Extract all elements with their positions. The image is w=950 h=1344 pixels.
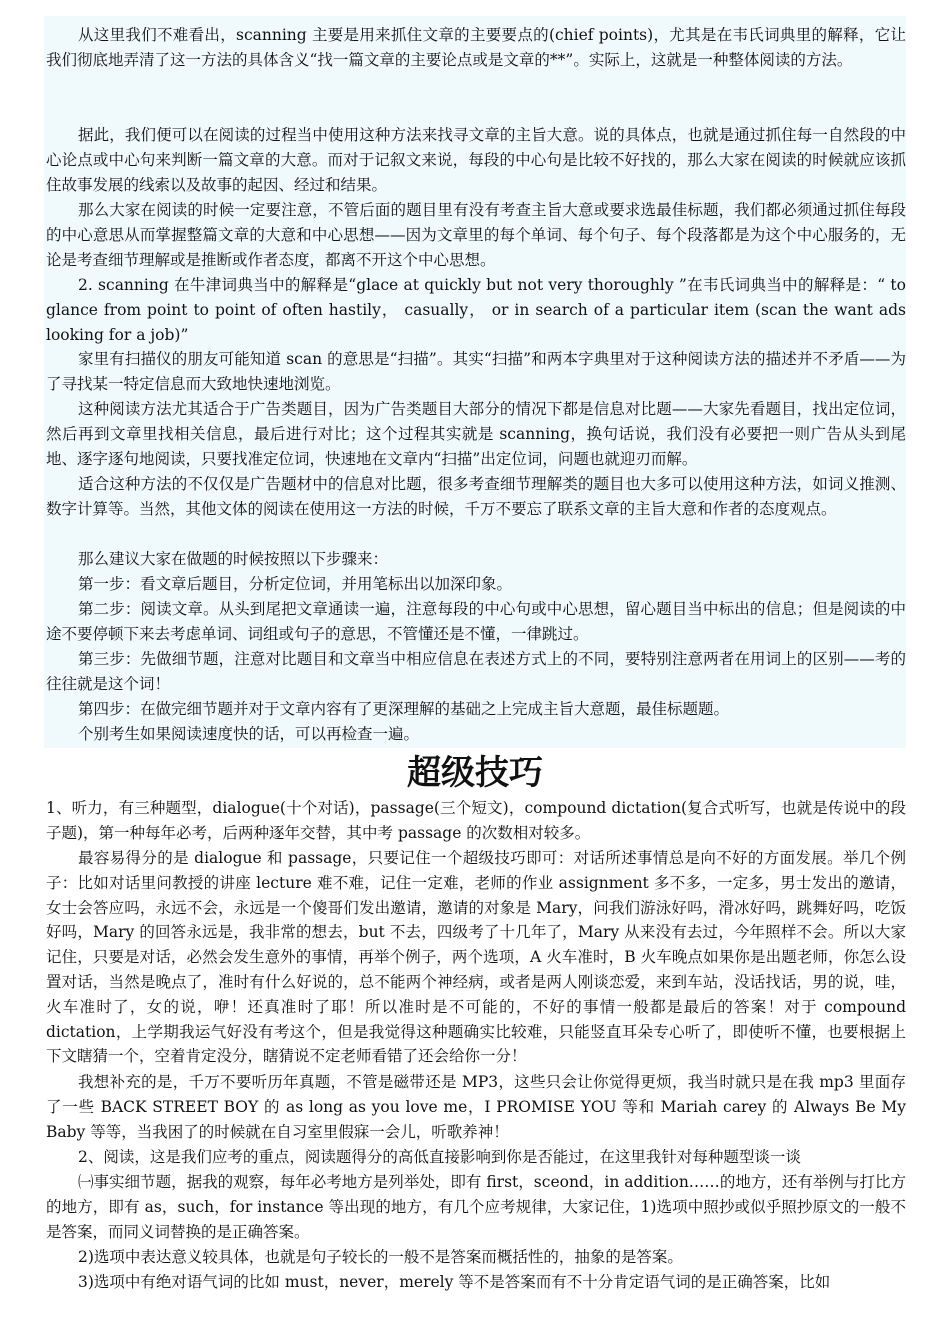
step-one: 第一步：看文章后题目，分析定位词，并用笔标出以加深印象。 [78,575,513,593]
paragraph: 这种阅读方法尤其适合于广告类题目，因为广告类题目大部分的情况下都是信息对比题——大家先看题目，找出定位词，然后再到文章里找相关信息，最后进行对比；这个过程其实就是 scanning，换句话说，我们没有必要把一则广告从头到尾地、逐字逐句地阅读，只要找准定位词，快速地在文章内“扫描”出定位词，问题也就迎刃而解。 [46,400,906,468]
paragraph: 3)选项中有绝对语气词的比如 must，never，merely 等不是答案而有不十分肯定语气词的是正确答案，比如 [78,1273,831,1291]
paragraph: 2)选项中表达意义较具体，也就是句子较长的一般不是答案而概括性的，抽象的是答案。 [78,1248,683,1266]
paragraph: 2、阅读，这是我们应考的重点，阅读题得分的高低直接影响到你是否能过，在这里我针对每种题型谈一谈 [78,1148,801,1166]
paragraph: 1、听力，有三种题型，dialogue(十个对话)，passage(三个短文)，compound dictation(复合式听写，也就是传说中的段子题)，第一种每年必考，后两种逐年交替，其中考 passage 的次数相对较多。 [46,799,906,842]
paragraph: 从这里我们不难看出，scanning 主要是用来抓住文章的主要要点的(chief points)，尤其是在韦氏词典里的解释，它让我们彻底地弄清了这一方法的具体含义“找一篇文章的主要论点或是文章的**”。实际上，这就是一种整体阅读的方法。 [46,26,906,69]
paragraph: 我想补充的是，千万不要听历年真题，不管是磁带还是 MP3，这些只会让你觉得更烦，我当时就只是在我 mp3 里面存了一些 BACK STREET BOY 的 as long as you love me，I PROMISE YOU 等和 Mariah carey 的 Always Be My Baby 等等，当我困了的时候就在自习室里假寐一会儿，听歌养神！ [46,1073,906,1141]
step-three: 第三步：先做细节题，注意对比题目和文章当中相应信息在表述方式上的不同，要特别注意两者在用词上的区别——考的往往就是这个词！ [46,650,906,693]
step-two: 第二步：阅读文章。从头到尾把文章通读一遍，注意每段的中心句或中心思想，留心题目当中标出的信息；但是阅读的中途不要停顿下来去考虑单词、词组或句子的意思，不管懂还是不懂，一律跳过。 [46,600,906,643]
paragraph: 适合这种方法的不仅仅是广告题材中的信息对比题，很多考查细节理解类的题目也大多可以使用这种方法，如词义推测、数字计算等。当然，其他文体的阅读在使用这一方法的时候，千万不要忘了联系文章的主旨大意和作者的态度观点。 [46,475,906,518]
paragraph: 那么建议大家在做题的时候按照以下步骤来： [78,550,389,568]
step-four: 第四步：在做完细节题并对于文章内容有了更深理解的基础之上完成主旨大意题，最佳标题题。 [78,700,730,718]
paragraph: ㈠事实细节题，据我的观察，每年必考地方是列举处，即有 first，sceond，in addition……的地方，还有举例与打比方的地方，即有 as，such，for instance 等出现的地方，有几个应考规律，大家记住，1)选项中照抄或似乎照抄原文的一般不是答案，而同义词替换的是正确答案。 [46,1173,906,1241]
paragraph: 个别考生如果阅读速度快的话，可以再检查一遍。 [78,725,420,743]
paragraph: 最容易得分的是 dialogue 和 passage，只要记住一个超级技巧即可：对话所述事情总是向不好的方面发展。举几个例子：比如对话里问教授的讲座 lecture 难不难，记住一定难，老师的作业 assignment 多不多，一定多，男士发出的邀请，女士会答应吗，永远不会，永远是一个傻哥们发出邀请，邀请的对象是 Mary，问我们游泳好吗，滑冰好吗，跳舞好吗，吃饭好吗，Mary 的回答永远是，我非常的想去，but 不去，四级考了十几年了，Mary 从来没有去过，今年照样不会。所以大家记住，只要是对话，必然会发生意外的事情，再举个例子，两个选项，A 火车准时，B 火车晚点如果你是出题老师，你怎么设置对话，当然是晚点了，准时有什么好说的，总不能两个神经病，或者是两人刚谈恋爱，来到车站，没话找话，男的说，哇，火车准时了，女的说，咿！还真准时了耶！所以准时是不可能的，不好的事情一般都是最后的答案！对于 compound dictation，上学期我运气好没有考这个，但是我觉得这种题确实比较难，只能竖直耳朵专心听了，即使听不懂，也要根据上下文瞎猜一个，空着肯定没分，瞎猜说不定老师看错了还会给你一分！ [46,849,906,1066]
paragraph: 2. scanning 在牛津词典当中的解释是“glace at quickly but not very thoroughly ”在韦氏词典当中的解释是：“ to glance from point to point of often hastily， casually， or in search of a particular item (scan the want ads looking for a job)” [46,276,906,344]
paragraph: 那么大家在阅读的时候一定要注意，不管后面的题目里有没有考查主旨大意或要求选最佳标题，我们都必须通过抓住每段的中心意思从而掌握整篇文章的大意和中心思想——因为文章里的每个单词、每个句子、每个段落都是为这个中心服务的，无论是考查细节理解或是推断或作者态度，都离不开这个中心思想。 [46,201,906,269]
paragraph: 家里有扫描仪的朋友可能知道 scan 的意思是“扫描”。其实“扫描”和两本字典里对于这种阅读方法的描述并不矛盾——为了寻找某一特定信息而大致地快速地浏览。 [46,350,906,393]
section-title: 超级技巧 [407,753,543,793]
paragraph: 据此，我们便可以在阅读的过程当中使用这种方法来找寻文章的主旨大意。说的具体点，也就是通过抓住每一自然段的中心论点或中心句来判断一篇文章的大意。而对于记叙文来说，每段的中心句是比较不好找的，那么大家在阅读的时候就应该抓住故事发展的线索以及故事的起因、经过和结果。 [46,126,906,194]
